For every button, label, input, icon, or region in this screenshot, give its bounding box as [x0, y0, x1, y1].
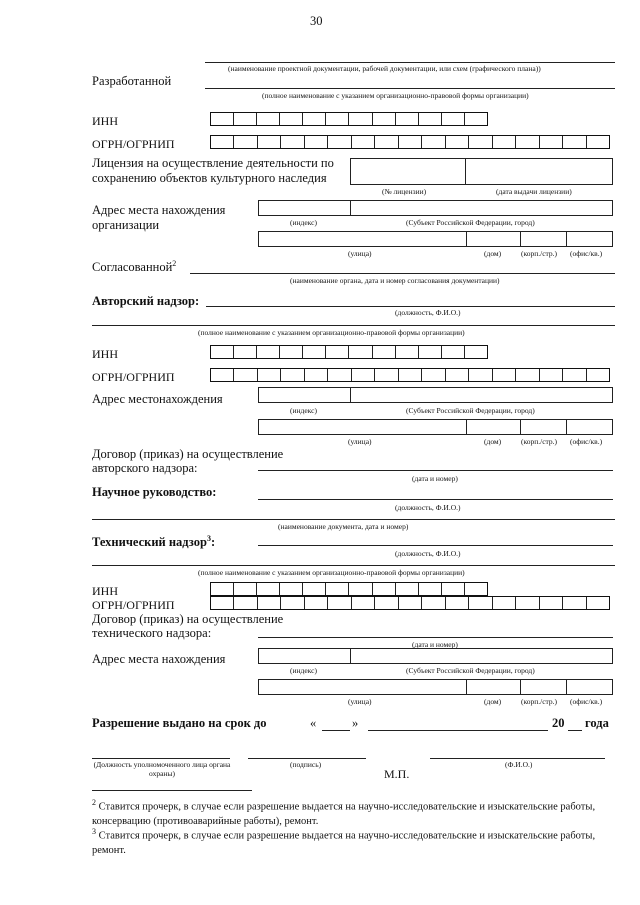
footnote-3: $^3$ Ставится прочерк, в случае если разрешение выдается на научно-исследовательские и изыскательские работы, ремонт. [92, 827, 596, 856]
author-position-caption: (должность, Ф.И.О.) [395, 308, 461, 317]
author-street-caption: (улица) [348, 437, 372, 446]
license-date-caption: (дата выдачи лицензии) [496, 187, 572, 196]
author-ogrn-label: ОГРН/ОГРНИП [92, 370, 175, 384]
inn-label: ИНН [92, 114, 118, 128]
agreed-line[interactable] [190, 273, 615, 274]
tech-position-caption: (должность, Ф.И.О.) [395, 549, 461, 558]
dev-office-caption: (офис/кв.) [570, 249, 603, 258]
author-korp-divider [566, 419, 567, 435]
license-no-caption: (№ лицензии) [382, 187, 427, 196]
author-ogrn-field[interactable] [210, 368, 610, 382]
dev-region-caption: (Субъект Российской Федерации, город) [406, 218, 535, 227]
dev-korp-divider [566, 231, 567, 247]
docs-caption: (наименование проектной документации, рабочей документации, или схем (графического плана)) [228, 64, 541, 73]
author-org-line[interactable] [92, 325, 615, 326]
footnote-2: $^2$ Ставится прочерк, в случае если разрешение выдается на научно-исследовательские и изыскательские работы, консервацию (противоаварийные работы), ремонт. [92, 798, 596, 827]
tech-street-field[interactable] [258, 679, 613, 695]
inn-field[interactable] [210, 112, 488, 126]
license-divider [465, 158, 466, 185]
science-label: Научное руководство: [92, 485, 217, 499]
science-doc-caption: (наименование документа, дата и номер) [278, 522, 409, 531]
permit-year-field[interactable] [568, 730, 582, 731]
dev-street-divider [466, 231, 467, 247]
sign-signature-line[interactable] [248, 758, 366, 759]
author-office-caption: (офис/кв.) [570, 437, 603, 446]
tech-label: Технический надзор$^3$: [92, 534, 216, 550]
ogrn-label: ОГРН/ОГРНИП [92, 137, 175, 151]
author-contract-label: Договор (приказ) на осуществление авторского надзора: [92, 447, 284, 475]
permit-quote-open: « [310, 716, 317, 730]
tech-street-divider [466, 679, 467, 695]
tech-office-caption: (офис/кв.) [570, 697, 603, 706]
org-caption: (полное наименование с указанием организационно-правовой формы организации) [262, 91, 529, 100]
author-index-caption: (индекс) [290, 406, 317, 415]
footnote-separator [92, 790, 252, 791]
tech-region-caption: (Субъект Российской Федерации, город) [406, 666, 535, 675]
permit-month-field[interactable] [368, 730, 548, 731]
agreed-label: Согласованной$^2$ [92, 259, 177, 275]
author-org-caption: (полное наименование с указанием организационно-правовой формы организации) [198, 328, 465, 337]
tech-index-caption: (индекс) [290, 666, 317, 675]
tech-org-line[interactable] [92, 565, 615, 566]
page-number: 30 [310, 14, 323, 28]
tech-org-caption: (полное наименование с указанием организационно-правовой формы организации) [198, 568, 465, 577]
stamp-label: М.П. [384, 767, 410, 781]
permit-day-field[interactable] [322, 730, 350, 731]
permit-year-suffix: года [585, 716, 609, 730]
author-address-label: Адрес местонахождения [92, 392, 223, 406]
dev-house-divider [520, 231, 521, 247]
author-date-caption: (дата и номер) [412, 474, 458, 483]
docs-line[interactable] [205, 62, 615, 63]
author-region-caption: (Субъект Российской Федерации, город) [406, 406, 535, 415]
dev-house-caption: (дом) [484, 249, 502, 258]
tech-contract-line[interactable] [258, 637, 613, 638]
sign-position-line[interactable] [92, 758, 230, 759]
tech-position-line[interactable] [258, 545, 613, 546]
author-street-field[interactable] [258, 419, 613, 435]
permit-label: Разрешение выдано на срок до [92, 716, 267, 730]
dev-address-label: Адрес места нахождения организации [92, 203, 226, 232]
permit-year-prefix: 20 [552, 716, 565, 730]
ogrn-field[interactable] [210, 135, 610, 149]
dev-korp-caption: (корп./стр.) [521, 249, 558, 258]
author-index-divider [350, 387, 351, 403]
tech-korp-divider [566, 679, 567, 695]
permit-quote-close: » [352, 716, 359, 730]
author-position-line[interactable] [206, 306, 615, 307]
author-index-region-field[interactable] [258, 387, 613, 403]
tech-korp-caption: (корп./стр.) [521, 697, 558, 706]
author-contract-line[interactable] [258, 470, 613, 471]
tech-ogrn-label: ОГРН/ОГРНИП [92, 598, 175, 612]
tech-index-divider [350, 648, 351, 664]
sign-name-line[interactable] [430, 758, 605, 759]
tech-house-caption: (дом) [484, 697, 502, 706]
tech-inn-field[interactable] [210, 582, 488, 596]
developed-label: Разработанной [92, 74, 172, 88]
author-street-divider [466, 419, 467, 435]
dev-index-divider [350, 200, 351, 216]
author-label: Авторский надзор: [92, 294, 200, 308]
org-line[interactable] [205, 88, 615, 89]
tech-date-caption: (дата и номер) [412, 640, 458, 649]
author-house-caption: (дом) [484, 437, 502, 446]
license-label: Лицензия на осуществление деятельности по сохранению объектов культурного наследия [92, 156, 334, 185]
tech-index-region-field[interactable] [258, 648, 613, 664]
tech-house-divider [520, 679, 521, 695]
tech-ogrn-field[interactable] [210, 596, 610, 610]
dev-street-caption: (улица) [348, 249, 372, 258]
science-position-caption: (должность, Ф.И.О.) [395, 503, 461, 512]
tech-street-caption: (улица) [348, 697, 372, 706]
agreed-caption: (наименование органа, дата и номер согласования документации) [290, 276, 500, 285]
science-doc-line[interactable] [92, 519, 615, 520]
sign-signature-caption: (подпись) [290, 760, 322, 769]
tech-contract-label: Договор (приказ) на осуществление технического надзора: [92, 612, 284, 640]
sign-position-caption: (Должность уполномоченного лица органа охраны) [93, 760, 231, 778]
tech-inn-label: ИНН [92, 584, 118, 598]
author-inn-field[interactable] [210, 345, 488, 359]
author-korp-caption: (корп./стр.) [521, 437, 558, 446]
tech-address-label: Адрес места нахождения [92, 652, 226, 666]
author-inn-label: ИНН [92, 347, 118, 361]
license-box[interactable] [350, 158, 613, 185]
dev-index-region-field[interactable] [258, 200, 613, 216]
dev-index-caption: (индекс) [290, 218, 317, 227]
science-position-line[interactable] [258, 499, 613, 500]
sign-name-caption: (Ф.И.О.) [505, 760, 533, 769]
author-house-divider [520, 419, 521, 435]
dev-street-field[interactable] [258, 231, 613, 247]
